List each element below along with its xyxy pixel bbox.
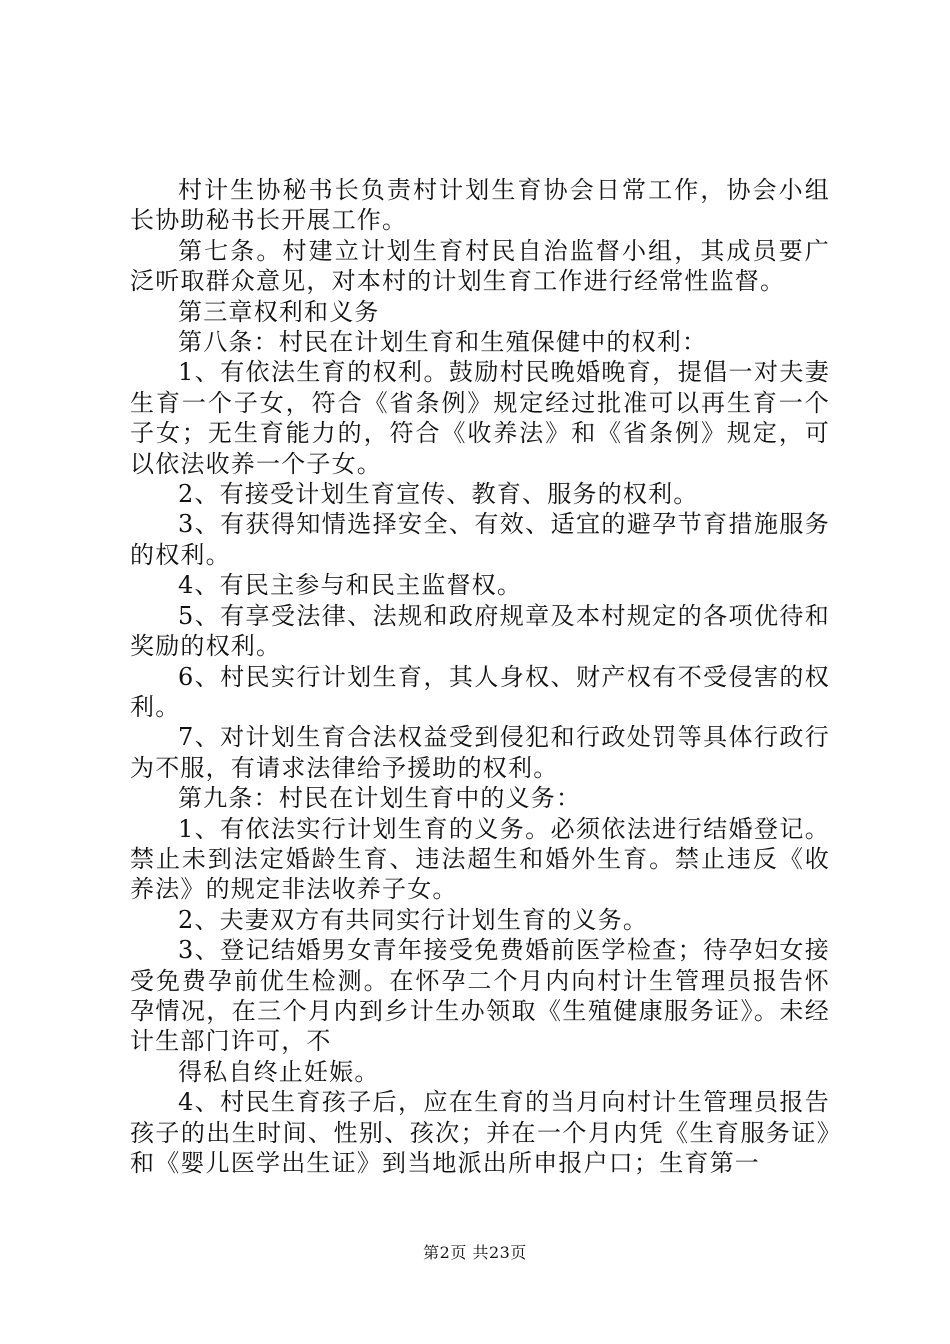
document-body (130, 175, 830, 1178)
list-item: 1、有依法生育的权利。鼓励村民晚婚晚育，提倡一对夫妻生育一个子女，符合《省条例》规定经过批准可以再生育一个子女；无生育能力的，符合《收养法》和《省条例》规定，可以依法收养一个子女。 (130, 358, 830, 478)
article-heading: 第九条：村民在计划生育中的义务： (178, 784, 582, 813)
article-heading: 第八条：村民在计划生育和生殖保健中的权利： (178, 328, 708, 357)
list-item: 7、对计划生育合法权益受到侵犯和行政处罚等具体行政行为不服，有请求法律给予援助的权利。 (130, 723, 830, 782)
list-item: 6、村民实行计划生育，其人身权、财产权有不受侵害的权利。 (130, 662, 830, 721)
list-item: 5、有享受法律、法规和政府规章及本村规定的各项优待和奖励的权利。 (130, 601, 830, 661)
list-item: 3、登记结婚男女青年接受免费婚前医学检查；待孕妇女接受免费孕前优生检测。在怀孕二个月内向村计生管理员报告怀孕情况，在三个月内到乡计生办领取《生殖健康服务证》。未经计生部门许可，不 (130, 936, 830, 1056)
list-item: 1、有依法实行计划生育的义务。必须依法进行结婚登记。禁止未到法定婚龄生育、违法超生和婚外生育。禁止违反《收养法》的规定非法收养子女。 (130, 814, 830, 904)
list-item: 2、夫妻双方有共同实行计划生育的义务。 (178, 905, 649, 934)
list-item-continuation: 得私自终止妊娠。 (178, 1057, 380, 1086)
paragraph: 第七条。村建立计划生育村民自治监督小组，其成员要广泛听取群众意见，对本村的计划生育工作进行经常性监督。 (130, 236, 830, 296)
list-item: 2、有接受计划生育宣传、教育、服务的权利。 (178, 480, 699, 509)
list-item: 3、有获得知情选择安全、有效、适宜的避孕节育措施服务的权利。 (130, 510, 830, 569)
list-item: 4、有民主参与和民主监督权。 (178, 571, 523, 600)
page-number-footer: 第2页 共23页 (423, 1243, 527, 1262)
chapter-heading: 第三章权利和义务 (178, 297, 380, 326)
paragraph: 村计生协秘书长负责村计划生育协会日常工作，协会小组长协助秘书长开展工作。 (130, 176, 830, 235)
list-item: 4、村民生育孩子后，应在生育的当月向村计生管理员报告孩子的出生时间、性别、孩次；并在一个月内凭《生育服务证》和《婴儿医学出生证》到当地派出所申报户口；生育第一 (130, 1088, 830, 1177)
